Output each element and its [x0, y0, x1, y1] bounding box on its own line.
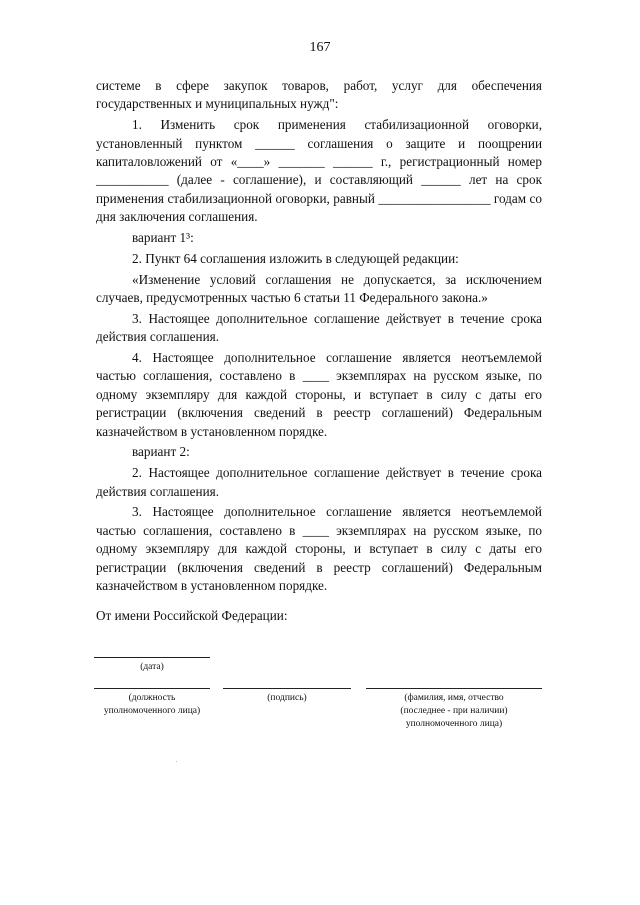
name-caption — [366, 692, 542, 731]
variant-1-heading: вариант 1³: — [132, 230, 194, 246]
signature-line — [223, 688, 351, 689]
variant-2-heading: вариант 2: — [132, 444, 190, 460]
document-body — [96, 77, 542, 598]
paragraph-v1-item-4: 4. Настоящее дополнительное соглашение является неотъемлемой частью соглашения, составлено в ____ экземплярах на русском языке, по одному экземпляру для каждой стороны, и вступает в силу с даты его регистрации (включения сведений в реестр соглашений) Федеральным казначейством в установленном порядке. — [96, 350, 542, 439]
scan-speck — [176, 761, 177, 762]
position-caption-line-1: (должность — [128, 693, 176, 703]
paragraph-v2-item-2: 2. Настоящее дополнительное соглашение действует в течение срока действия соглашения. — [96, 465, 542, 499]
name-caption-line-1: (фамилия, имя, отчество — [404, 693, 504, 703]
page-number: 167 — [309, 40, 331, 55]
paragraph-v2-item-3: 3. Настоящее дополнительное соглашение является неотъемлемой частью соглашения, составлено в ____ экземплярах на русском языке, по одному экземпляру для каждой стороны, и вступает в силу с даты его регистрации (включения сведений в реестр соглашений) Федеральным казначейством в установленном порядке. — [96, 504, 542, 594]
position-caption — [88, 692, 216, 718]
name-caption-line-3: уполномоченного лица) — [405, 719, 503, 729]
paragraph-v1-item-3: 3. Настоящее дополнительное соглашение действует в течение срока действия соглашения. — [96, 310, 542, 345]
signature-caption: (подпись) — [267, 693, 307, 703]
paragraph-intro: системе в сфере закупок товаров, работ, услуг для обеспечения государственных и муниципальных нужд": — [96, 78, 542, 112]
position-caption-line-2: уполномоченного лица) — [103, 706, 201, 716]
date-caption: (дата) — [140, 662, 164, 672]
position-line — [94, 688, 210, 689]
date-line — [94, 657, 210, 658]
from-label: От имени Российской Федерации: — [96, 608, 288, 623]
paragraph-v1-quote: «Изменение условий соглашения не допускается, за исключением случаев, предусмотренных частью 6 статьи 11 Федерального закона.» — [96, 271, 542, 306]
name-line — [366, 688, 542, 689]
paragraph-item-1: 1. Изменить срок применения стабилизационной оговорки, установленный пунктом ______ соглашения о защите и поощрении капиталовложений от «____» _______ ______ г., регистрационный номер ___________ (далее - соглашение), и составляющий ______ лет на срок применения стабилизационной оговорки, равный _________________ годам со дня заключения соглашения. — [96, 117, 542, 225]
name-caption-line-2: (последнее - при наличии) — [400, 706, 508, 716]
paragraph-v1-item-2: 2. Пункт 64 соглашения изложить в следующей редакции: — [132, 250, 459, 266]
